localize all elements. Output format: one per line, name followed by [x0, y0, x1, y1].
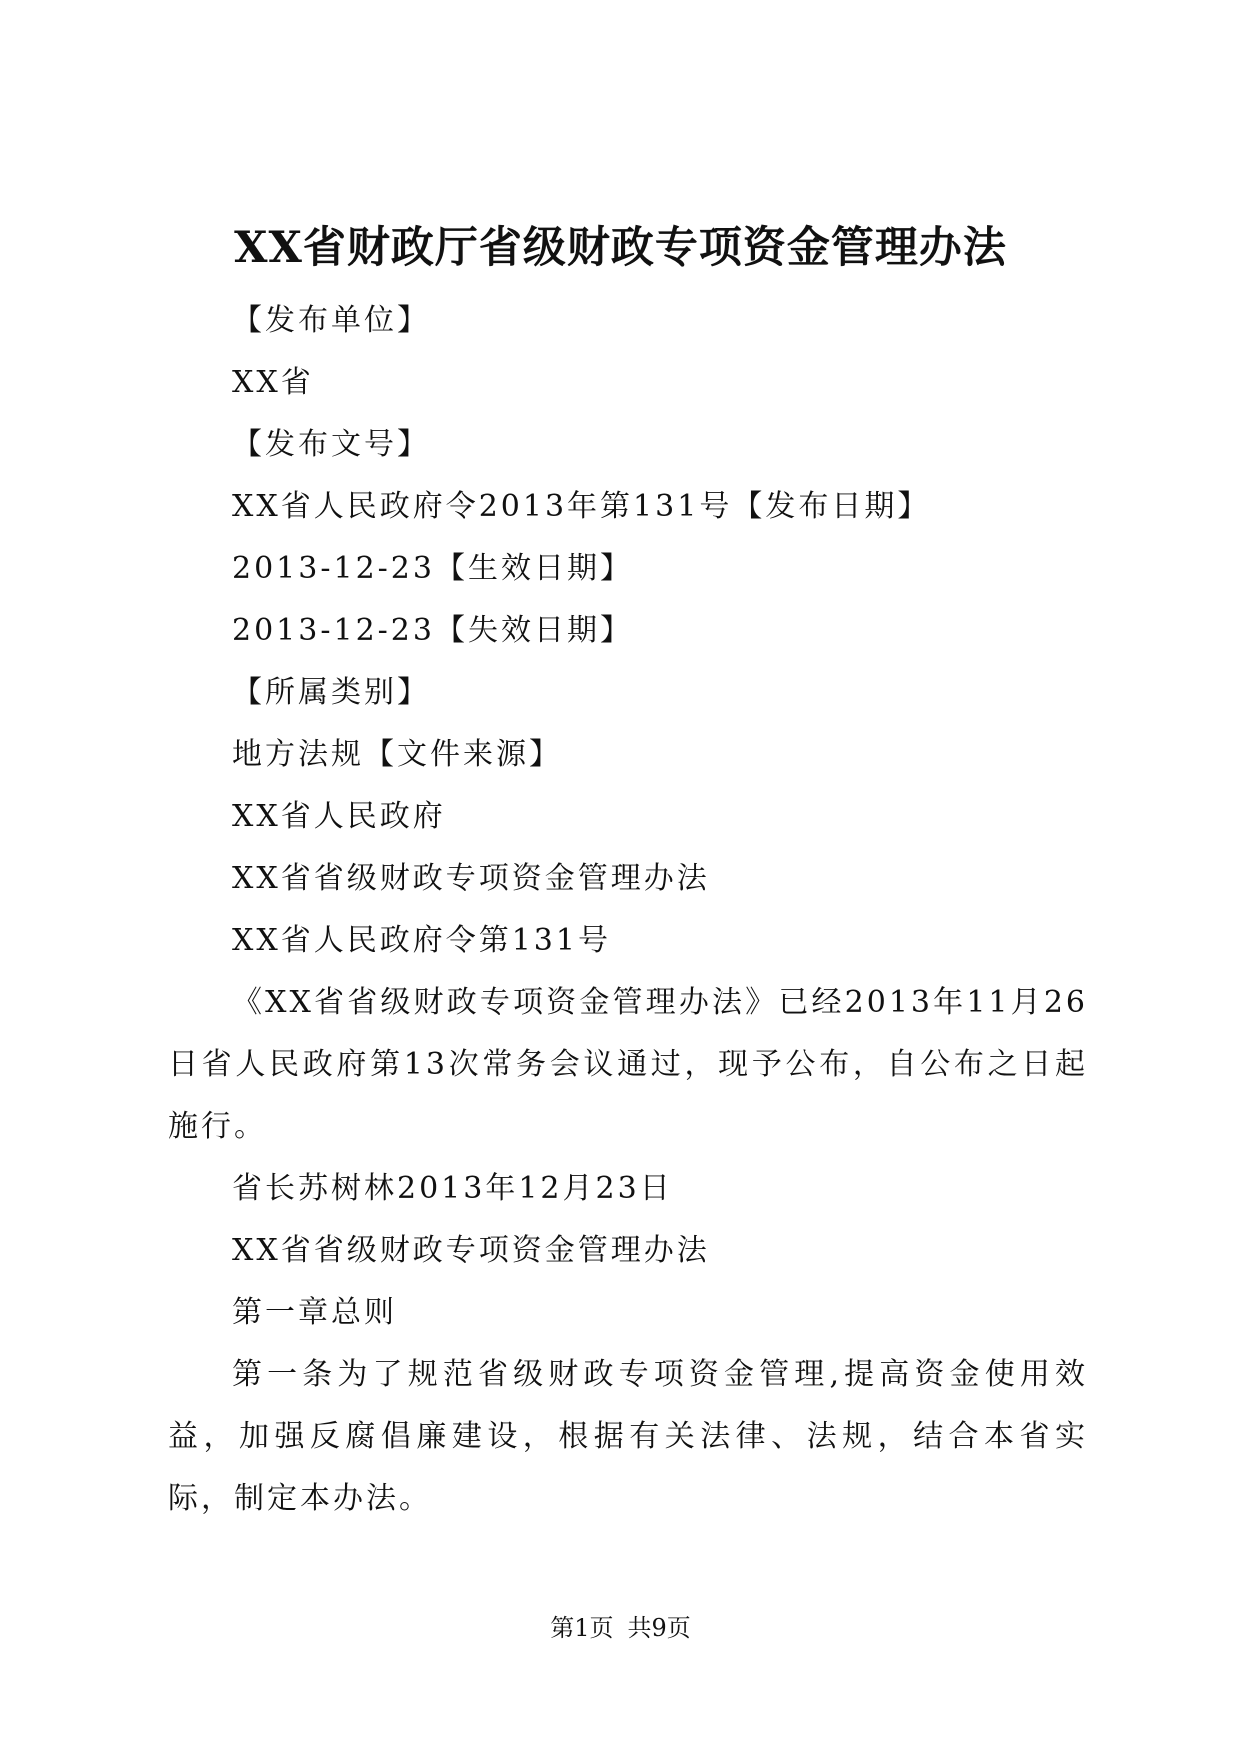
page-footer	[0, 1613, 1241, 1643]
article-one-paragraph: 第一条为了规范省级财政专项资金管理,提高资金使用效益，加强反腐倡廉建设，根据有关法律、法规，结合本省实际，制定本办法。	[168, 1357, 1088, 1516]
chapter-heading: 第一章总则	[232, 1295, 397, 1330]
category-line: 地方法规【文件来源】	[232, 737, 562, 772]
regulation-subtitle: XX省省级财政专项资金管理办法	[232, 1233, 710, 1268]
effective-date-line: 2013-12-23【失效日期】	[232, 613, 633, 648]
page-total: 共9页	[627, 1614, 691, 1642]
page-number: 第1页	[550, 1614, 614, 1642]
publisher-value: XX省	[232, 365, 314, 400]
label-document-number: 【发布文号】	[232, 427, 430, 462]
announcement-paragraph: 《XX省省级财政专项资金管理办法》已经2013年11月26日省人民政府第13次常务会议通过，现予公布，自公布之日起施行。	[168, 985, 1088, 1144]
document-number-line: XX省人民政府令2013年第131号【发布日期】	[232, 489, 931, 524]
document-body	[168, 290, 1088, 1530]
signature-line: 省长苏树林2013年12月23日	[232, 1171, 673, 1206]
label-category: 【所属类别】	[232, 675, 430, 710]
publish-date-line: 2013-12-23【生效日期】	[232, 551, 633, 586]
regulation-name: XX省省级财政专项资金管理办法	[232, 861, 710, 896]
source-value: XX省人民政府	[232, 799, 446, 834]
decree-number: XX省人民政府令第131号	[232, 923, 611, 958]
label-publisher: 【发布单位】	[232, 303, 430, 338]
document-title: XX省财政厅省级财政专项资金管理办法	[234, 223, 1007, 273]
